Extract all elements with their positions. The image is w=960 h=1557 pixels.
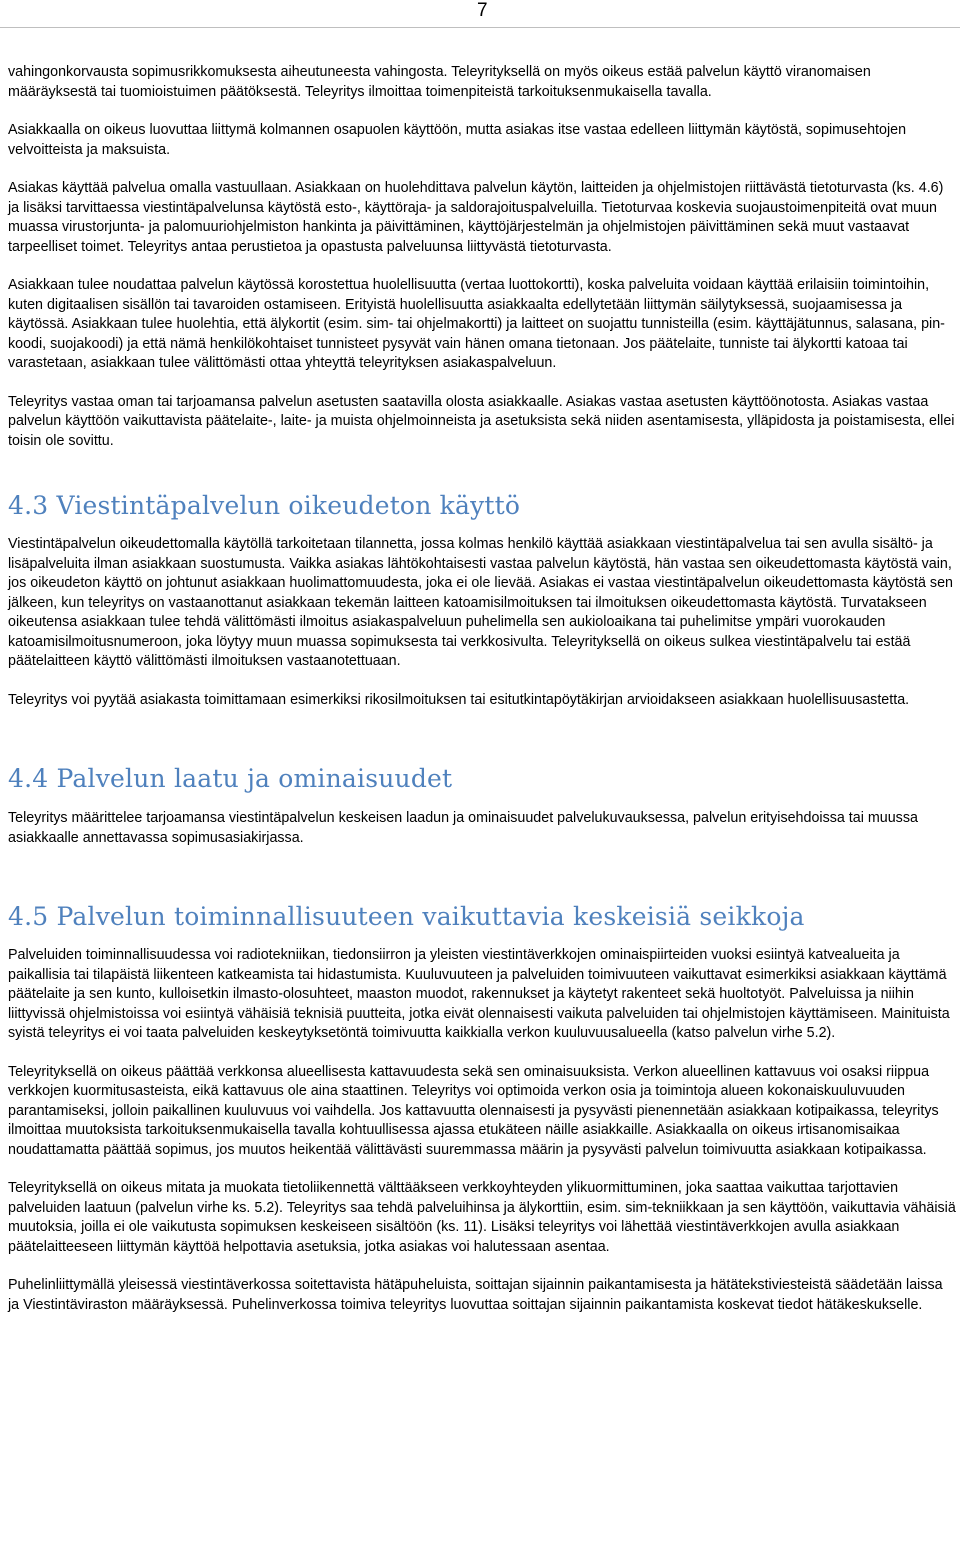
- paragraph-damages: vahingonkorvausta sopimusrikkomuksesta aiheutuneesta vahingosta. Teleyrityksellä on myös oikeus estää palvelun käyttö viranomaisen määräyksestä tai tuomioistuimen päätöksestä. Teleyritys ilmoittaa toimenpiteistä tarkoituksenmukaisella tavalla.: [8, 64, 871, 100]
- page-number: 7: [477, 0, 488, 21]
- section-heading-4-3: 4.3 Viestintäpalvelun oikeudeton käyttö: [8, 491, 521, 520]
- paragraph-own-responsibility: Asiakas käyttää palvelua omalla vastuullaan. Asiakkaan on huolehdittava palvelun käytön, laitteiden ja ohjelmistojen riittävästä tietoturvasta (ks. 4.6) ja lisäksi tarvittaessa viestintäpalvelunsa käytöstä esto-, käyttöraja- ja saldorajoituspalveluilla. Tietoturvaa koskevia suojaustoimenpiteitä ovat muun muassa virustorjunta- ja palomuuriohjelmiston hankinta ja päivittäminen, käyttöjärjestelmän ja ohjelmistojen päivittäminen sekä muut vastaavat tarpeelliset toimet. Teleyritys antaa perustietoa ja opastusta palveluunsa liittyvästä tietoturvasta.: [8, 180, 944, 255]
- paragraph-functionality: Palveluiden toiminnallisuudessa voi radiotekniikan, tiedonsiirron ja yleisten viestintäverkkojen ominaispiirteiden vuoksi esiintyä katvealueita ja paikallisia tai tilapäistä liikenteen katkeamista tai hidastumista. Kuuluvuuteen ja palveluiden toimivuuteen vaikuttavat esimerkiksi asiakkaan käyttämä päätelaite ja sen kunto, kulloisetkin ilmasto-olosuhteet, maaston muodot, rakennukset ja käytetyt rakenteet sekä huoltotyöt. Palveluissa ja niihin liittyvissä ohjelmistoissa voi esiintyä vähäisiä teknisiä puutteita, jotka eivät olennaisesti vaikuta palveluiden tai ohjelmistojen käyttämiseen. Mainituista syistä teleyritys ei voi taata palveluiden keskeytyksetöntä toimivuutta kaikkialla verkon kuuluvuusalueella (katso palvelun virhe 5.2).: [8, 947, 950, 1041]
- paragraph-transfer-subscription: Asiakkaalla on oikeus luovuttaa liittymä kolmannen osapuolen käyttöön, mutta asiakas itse vastaa edelleen liittymän käytöstä, sopimusehtojen velvoitteista ja maksuista.: [8, 122, 907, 158]
- paragraph-settings: Teleyritys vastaa oman tai tarjoamansa palvelun asetusten saatavilla olosta asiakkaalle. Asiakas vastaa asetusten käyttöönotosta. Asiakas vastaa palvelun käyttöön vaikuttavista päätelaite-, laite- ja muista ohjelmoinneista ja asetuksista sekä niiden asentamisesta, ylläpidosta ja poistamisesta, ellei toisin ole sovittu.: [8, 393, 955, 449]
- paragraph-unauthorized-use: Viestintäpalvelun oikeudettomalla käytöllä tarkoitetaan tilannetta, jossa kolmas henkilö käyttää asiakkaan viestintäpalvelua tai sen avulla sisältö- ja lisäpalveluita ilman asiakkaan suostumusta. Vaikka asiakas lähtökohtaisesti vastaa palvelun käytöstä, hän vastaa sen oikeudettomasta käytöstä vain, jos oikeudeton käyttö on johtunut asiakkaan huolimattomuudesta, joka ei ole lievää. Asiakas ei vastaa viestintäpalvelun oikeudettomasta käytöstä sen jälkeen, kun teleyritys on vastaanottanut asiakkaan tekemän laitteen katoamisilmoituksen tai ilmoituksen oikeudettomasta käytöstä. Turvatakseen oikeutensa asiakkaan tulee tehdä välittömästi ilmoitus asiakaspalveluun puhelimella sen aukioloaikana tai puhelimitse ympäri vuorokauden katoamisilmoitusnumeroon, joka löytyy muun muassa sopimuksesta tai verkkosivulta. Teleyrityksellä on oikeus sulkea viestintäpalvelu tai estää päätelaitteen käyttö välittömästi ilmoituksen vastaanotettuaan.: [8, 536, 953, 669]
- document-body: [8, 63, 956, 1315]
- page-number-divider: [0, 27, 960, 28]
- paragraph-police-report: Teleyritys voi pyytää asiakasta toimittamaan esimerkiksi rikosilmoituksen tai esitutkintapöytäkirjan arvioidakseen asiakkaan huolellisuusastetta.: [8, 691, 910, 708]
- paragraph-quality: Teleyritys määrittelee tarjoamansa viestintäpalvelun keskeisen laadun ja ominaisuudet palvelukuvauksessa, palvelun erityisehdoissa tai muussa asiakkaalle annettavassa sopimusasiakirjassa.: [8, 810, 918, 846]
- section-heading-4-5: 4.5 Palvelun toiminnallisuuteen vaikuttavia keskeisiä seikkoja: [8, 902, 805, 931]
- section-heading-4-4: 4.4 Palvelun laatu ja ominaisuudet: [8, 764, 453, 793]
- paragraph-coverage: Teleyrityksellä on oikeus päättää verkkonsa alueellisesta kattavuudesta sekä sen ominaisuuksista. Verkon alueellinen kattavuus voi osaksi riippua verkkojen kuormitusasteista, eikä kattavuus ole aina staattinen. Teleyritys voi optimoida verkon osia ja toimintoja alueen kokonaiskuuluvuuden parantamiseksi, jolloin paikallinen kuuluvuus voi vaihdella. Jos kattavuutta olennaisesti ja pysyvästi pienennetään asiakkaan kotipaikassa, teleyritys ilmoittaa muutoksista tarkoituksenmukaisella tavalla kohtuullisessa ajassa etukäteen näille asiakkaille. Asiakkaalla on oikeus irtisanomisaikaa noudattamatta päättää sopimus, jos muutos heikentää välittävästi suuremmassa määrin ja pysyvästi palvelun toimivuutta asiakkaan kotipaikassa.: [8, 1063, 939, 1158]
- paragraph-due-care: Asiakkaan tulee noudattaa palvelun käytössä korostettua huolellisuutta (vertaa luottokortti), koska palveluita voidaan käyttää erilaisiin toimintoihin, kuten digitaalisen sisällön tai tavaroiden ostamiseen. Erityistä huolellisuutta asiakkaalta edellytetään liittymän säilytyksessä, suojaamisessa ja käytössä. Asiakkaan tulee huolehtia, että älykortit (esim. sim- tai ohjelmakortti) ja laitteet on suojattu tunnisteilla (esim. käyttäjätunnus, salasana, pin-koodi, suojakoodi) ja että nämä henkilökohtaiset tunnisteet pysyvät vain hänen omana tietonaan. Jos päätelaite, tunniste tai älykortti katoaa tai varastetaan, asiakkaan tulee välittömästi ottaa yhteyttä teleyrityksen asiakaspalveluun.: [8, 277, 945, 371]
- paragraph-emergency-calls: Puhelinliittymällä yleisessä viestintäverkossa soitettavista hätäpuheluista, soittajan sijainnin paikantamisesta ja hätätekstiviesteistä säädetään laissa ja Viestintäviraston määräyksessä. Puhelinverkossa toimiva teleyritys luovuttaa soittajan sijainnin paikantamista koskevat tiedot hätäkeskukselle.: [8, 1277, 943, 1313]
- paragraph-traffic-management: Teleyrityksellä on oikeus mitata ja muokata tietoliikennettä välttääkseen verkkoyhteyden ylikuormittuminen, joka saattaa vaikuttaa tarjottavien palveluiden laatuun (palvelun virhe ks. 5.2). Teleyritys saa tehdä palveluihinsa ja älykorttiin, esim. sim-tekniikkaan ja sen käyttöön, vaikuttavia vähäisiä muutoksia, joilla ei ole vaikutusta sopimuksen keskeiseen sisältöön (ks. 11). Lisäksi teleyritys voi lähettää viestintäverkkojen avulla asiakkaan päätelaitteeseen liittymän käyttöä helpottavia asetuksia, jotka asiakas voi halutessaan asentaa.: [8, 1180, 956, 1255]
